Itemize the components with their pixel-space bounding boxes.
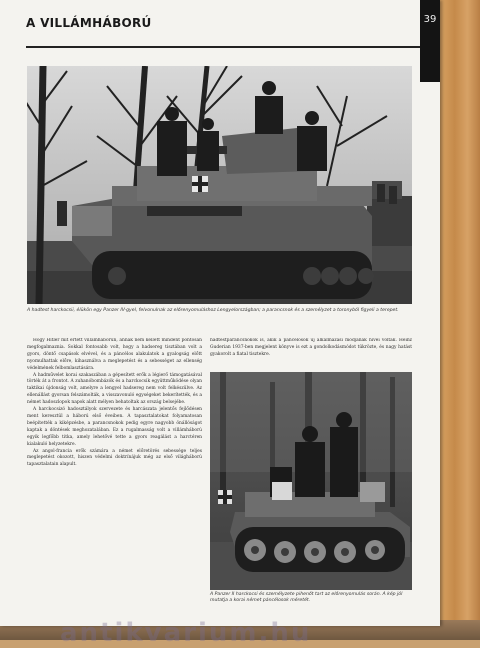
photo-caption-top: A hadtest harckocsii, élükön egy Panzer IV-gyel, felvonulnak az előrenyomuláshoz Lengyelországban; a parancsnok és a személyzet a toronyból figyeli a terepet.: [27, 308, 399, 313]
body-text-right-column: [210, 338, 412, 368]
wooden-background: [438, 0, 480, 640]
paragraph: A harckocsizó hadosztályok szervezete és harcászata jelentős fejlődésen ment keresztül a háború első éveiben. A tapasztalatokat folyamatosan beépítették a kiképzésbe, a parancsnokok pedig egyre nagyobb önállóságot kaptak a döntések meghozatalában. Ez a rugalmasság volt a villámháború egyik legfőbb titka, amely lehetővé tette a gyors reagálást a harctéren kialakuló helyzetekre.: [27, 407, 202, 447]
tank-photo: [27, 66, 412, 304]
light-tank-photo-image: [210, 372, 412, 590]
page-number-tab: [420, 0, 440, 82]
page-header: [0, 0, 440, 50]
header-rule: [26, 46, 424, 48]
chapter-title: A VILLÁMHÁBORÚ: [26, 16, 152, 30]
watermark: antikvarium.hu: [60, 618, 312, 648]
paragraph: A hadművelet korai szakaszában a gépesített erők a légierő támogatásával törték át a frontot. A zuhanóbombázók és a harckocsik együttműködése olyan taktikai újdonság volt, amelyre a lengyel hadsereg nem volt felkészülve. Az ellenállást gyorsan felszámolták, a visszavonuló egységeket bekerítették, és a német hadoszlopok napok alatt mélyen behatoltak az ország belsejébe.: [27, 372, 202, 406]
paragraph: Hogy Hitler mit értett villámháborún, annak nem kellett mindent pontosan megfogalmaznia. Sokkal fontosabb volt, hogy a hadsereg tisztában volt a gyors, döntő csapások elvével, és a páncélos alakulatok a gyalogság előtt nyomulhattak előre, kihasználva a meglepetést és a sebességet az ellenség védelmének felbomlasztására.: [27, 338, 202, 371]
photo-caption-bottom: A Panzer II harckocsi és személyzete pihenőt tart az előrenyomulás során. A kép jól mutatja a korai német páncélosok méretét.: [210, 592, 403, 603]
page-number: 39: [423, 14, 437, 25]
paragraph: hadtestparancsnokok is, akik a páncélosok új alkalmazási módjának hívei voltak. Heinz Guderian 1937-ben megjelent könyve is ezt a gondolkodásmódot tükrözte, és nagy hatást gyakorolt a fiatal tisztekre.: [210, 338, 412, 357]
paragraph: Az angol-francia erők számára a német előretörés sebessége teljes meglepetést okozott, hiszen védelmi doktrínájuk még az első világháború tapasztalatain alapult.: [27, 448, 202, 468]
tank-photo-image: [27, 66, 412, 304]
body-text-left-column: [27, 338, 202, 608]
light-tank-photo: [210, 372, 412, 590]
